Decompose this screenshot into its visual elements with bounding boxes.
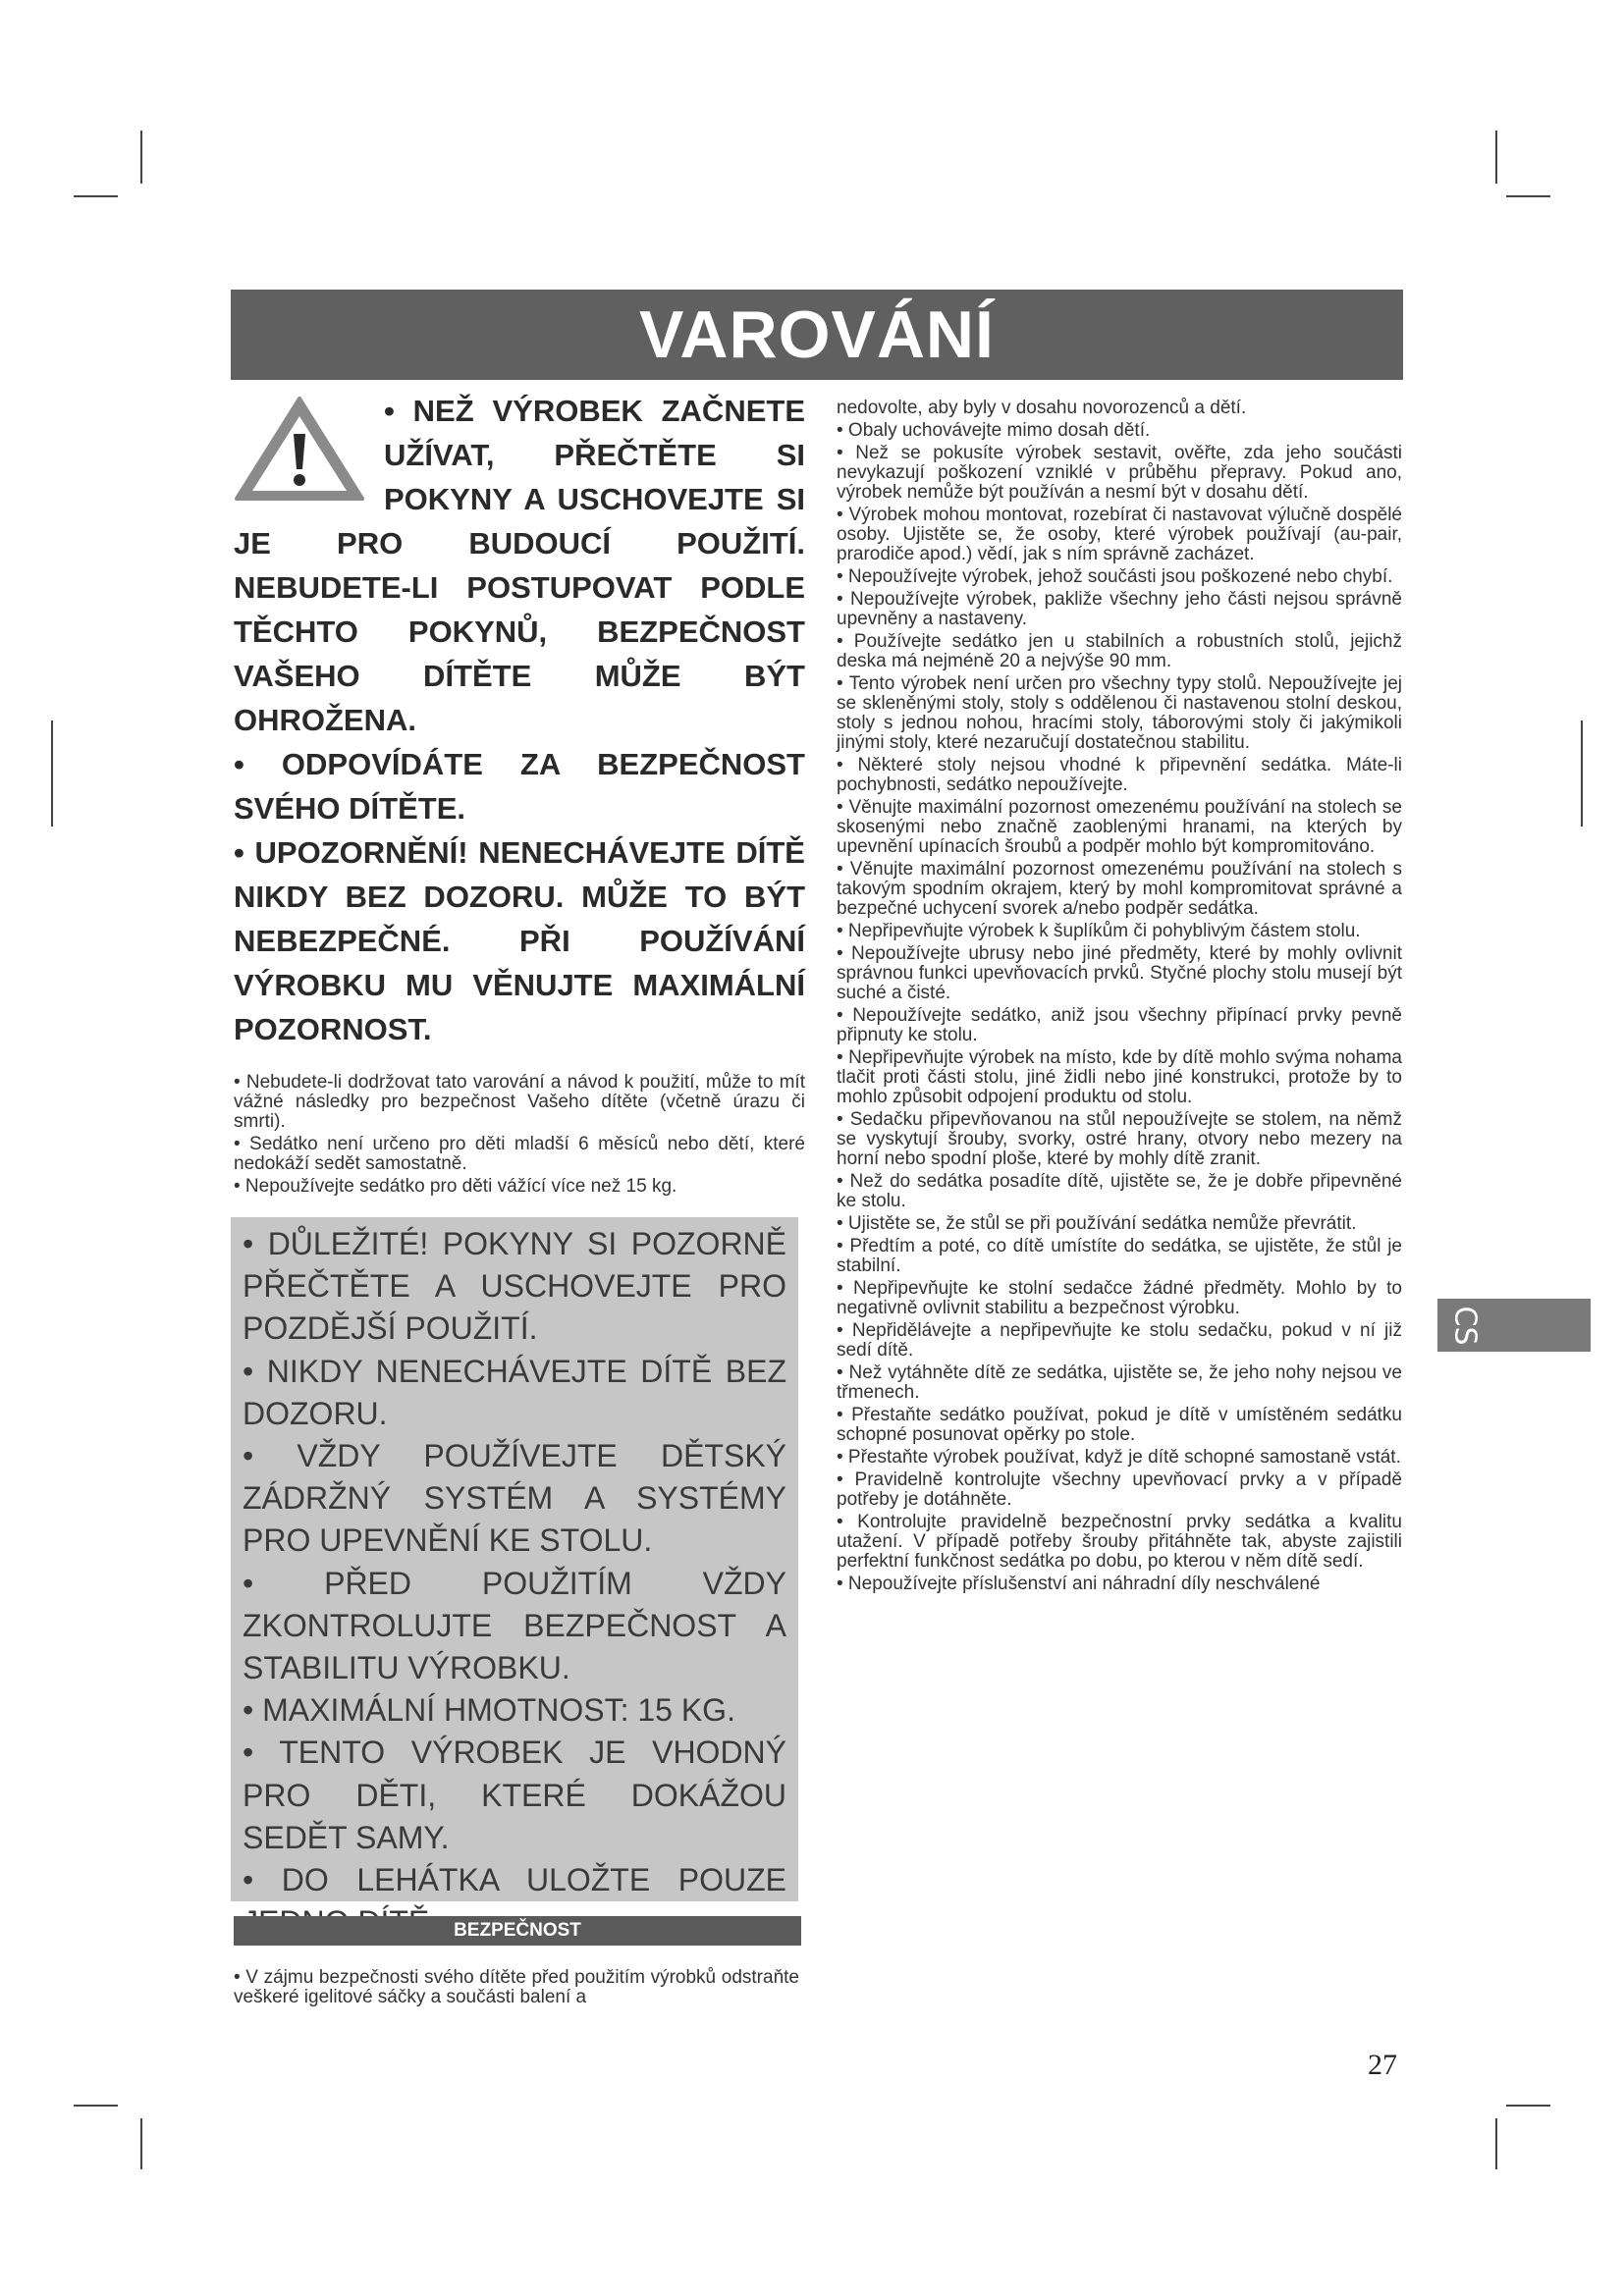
list-item: • Nepoužívejte sedátko, aniž jsou všechny připínací prvky pevně připnuty ke stolu. <box>837 1005 1402 1045</box>
intro-warnings <box>234 389 805 1051</box>
language-code: CS <box>1447 1306 1483 1345</box>
list-item: • Než do sedátka posadíte dítě, ujistěte se, že je dobře připevněné ke stolu. <box>837 1171 1402 1211</box>
crop-mark <box>1506 195 1550 197</box>
right-column <box>837 399 1402 1597</box>
list-item: • Některé stoly nejsou vhodné k připevnění sedátka. Máte-li pochybnosti, sedátko nepoužívejte. <box>837 755 1402 795</box>
list-item: • Kontrolujte pravidelně bezpečnostní prvky sedátka a kvalitu utažení. V případě potřeby šrouby přitáhněte tak, abyste zajistili perfektní funkčnost sedátka po dobu, po kterou v něm dítě sedí. <box>837 1512 1402 1572</box>
title-bar <box>231 290 1403 380</box>
list-item: • Nepoužívejte výrobek, jehož součásti jsou poškozené nebo chybí. <box>837 566 1393 587</box>
intro-third-text: • UPOZORNĚNÍ! NENECHÁVEJTE DÍTĚ NIKDY BEZ DOZORU. MŮŽE TO BÝT NEBEZPEČNÉ. PŘI POUŽÍVÁNÍ VÝROBKU MU VĚNUJTE MAXIMÁLNÍ POZORNOST. <box>234 835 805 1046</box>
list-item: • Přestaňte sedátko používat, pokud je dítě v umístěném sedátku schopné posunovat opěrky po stole. <box>837 1405 1402 1445</box>
safety-intro <box>234 1968 799 2010</box>
list-item: • Předtím a poté, co dítě umístíte do sedátka, se ujistěte, že stůl je stabilní. <box>837 1236 1402 1276</box>
crop-mark <box>51 721 53 827</box>
warning-triangle-icon <box>234 395 366 503</box>
list-item: • Sedátko není určeno pro děti mladší 6 měsíců nebo dětí, které nedokáží sedět samostatně. <box>234 1134 805 1174</box>
crop-mark <box>1506 2105 1550 2107</box>
left-small-list <box>234 1073 805 1197</box>
notice-item: • DŮLEŽITÉ! POKYNY SI POZORNĚ PŘEČTĚTE A USCHOVEJTE PRO POZDĚJŠÍ POUŽITÍ. <box>243 1226 786 1347</box>
intro-first-text: • NEŽ VÝROBEK ZAČNETE UŽÍVAT, PŘEČTĚTE SI POKYNY A USCHOVEJTE SI JE PRO BUDOUCÍ POUŽITÍ. NEBUDETE-LI POSTUPOVAT PODLE TĚCHTO POKYNŮ, BEZPEČNOST VAŠEHO DÍTĚTE MŮŽE BÝT OHROŽENA. <box>234 394 805 737</box>
crop-mark <box>1581 721 1583 827</box>
list-item: • Přestaňte výrobek používat, když je dítě schopné samostaně vstát. <box>837 1447 1401 1468</box>
list-item: nedovolte, aby byly v dosahu novorozenců a dětí. <box>837 398 1247 418</box>
list-item: • Nepřipevňujte ke stolní sedačce žádné předměty. Mohlo by to negativně ovlivnit stabilitu a bezpečnost výrobku. <box>837 1278 1402 1318</box>
notice-item: • TENTO VÝROBEK JE VHODNÝ PRO DĚTI, KTERÉ DOKÁŽOU SEDĚT SAMY. <box>243 1735 786 1855</box>
list-item: • Výrobek mohou montovat, rozebírat či nastavovat výlučně dospělé osoby. Ujistěte se, že osoby, které výrobek používají (au-pair, prarodiče apod.) vědí, jak s ním správně zacházet. <box>837 505 1402 564</box>
page-number: 27 <box>1368 2049 1397 2081</box>
list-item: • Nepoužívejte ubrusy nebo jiné předměty, které by mohly ovlivnit správnou funkci upevňovacích prvků. Styčné plochy stolu musejí být suché a čisté. <box>837 943 1402 1003</box>
intro-second-text: • ODPOVÍDÁTE ZA BEZPEČNOST SVÉHO DÍTĚTE. <box>234 747 805 826</box>
language-tab <box>1437 1299 1591 1352</box>
notice-item: • VŽDY POUŽÍVEJTE DĚTSKÝ ZÁDRŽNÝ SYSTÉM A SYSTÉMY PRO UPEVNĚNÍ KE STOLU. <box>243 1438 786 1559</box>
important-notice-box <box>231 1217 798 1901</box>
notice-item: • NIKDY NENECHÁVEJTE DÍTĚ BEZ DOZORU. <box>243 1353 786 1431</box>
list-item: • Nepřipevňujte výrobek k šuplíkům či pohyblivým částem stolu. <box>837 921 1361 941</box>
crop-mark <box>140 2118 142 2169</box>
list-item: • Věnujte maximální pozornost omezenému používání na stolech s takovým spodním okrajem, který by mohl kompromitovat správné a bezpečné uchycení svorek a/nebo podpěr sedátka. <box>837 859 1402 919</box>
notice-item: • MAXIMÁLNÍ HMOTNOST: 15 KG. <box>243 1692 735 1729</box>
crop-mark <box>1495 2118 1497 2169</box>
list-item: • Nebudete-li dodržovat tato varování a návod k použití, může to mít vážné následky pro bezpečnost Vašeho dítěte (včetně úrazu či smrti). <box>234 1072 805 1132</box>
list-item: • Než vytáhněte dítě ze sedátka, ujistěte se, že jeho nohy nejsou ve třmenech. <box>837 1362 1402 1403</box>
left-column <box>234 389 805 1200</box>
section-header-bar <box>234 1916 801 1946</box>
crop-mark <box>74 195 118 197</box>
list-item: • Nepřipevňujte výrobek na místo, kde by dítě mohlo svýma nohama tlačit proti části stolu, jiné židli nebo jiné konstrukci, protože by to mohlo způsobit odpojení produktu od stolu. <box>837 1047 1402 1107</box>
crop-mark <box>74 2105 118 2107</box>
list-item: • V zájmu bezpečnosti svého dítěte před použitím výrobků odstraňte veškeré igelitové sáčky a součásti balení a <box>234 1967 799 2007</box>
list-item: • Ujistěte se, že stůl se při používání sedátka nemůže převrátit. <box>837 1213 1357 1234</box>
intro-first-block <box>234 389 805 742</box>
list-item: • Obaly uchovávejte mimo dosah dětí. <box>837 420 1151 441</box>
list-item: • Sedačku připevňovanou na stůl nepoužívejte se stolem, na němž se vyskytují šrouby, svorky, ostré hrany, otvory nebo mezery na horní nebo spodní ploše, které by mohly dítě zranit. <box>837 1109 1402 1169</box>
list-item: • Nepoužívejte příslušenství ani náhradní díly neschválené <box>837 1574 1321 1594</box>
crop-mark <box>140 131 142 184</box>
notice-item: • PŘED POUŽITÍM VŽDY ZKONTROLUJTE BEZPEČNOST A STABILITU VÝROBKU. <box>243 1565 786 1686</box>
list-item: • Věnujte maximální pozornost omezenému používání na stolech se skosenými nebo značně zaoblenými hranami, na kterých by upevnění upínacích šroubů a podpěr mohlo být kompromitováno. <box>837 797 1402 857</box>
crop-mark <box>1495 131 1497 184</box>
list-item: • Tento výrobek není určen pro všechny typy stolů. Nepoužívejte jej se skleněnými stoly, stoly s oddělenou či nastavenou stolní deskou, stoly s jednou nohou, hracími stoly, táborovými stoly či jakýmikoli jinými stoly, které nezaručují dostatečnou stabilitu. <box>837 673 1402 753</box>
section-title: BEZPEČNOST <box>454 1920 581 1941</box>
page-title: VAROVÁNÍ <box>639 297 995 372</box>
notice-item: • DO LEHÁTKA ULOŽTE POUZE <box>243 1862 786 1898</box>
list-item: • Pravidelně kontrolujte všechny upevňovací prvky a v případě potřeby je dotáhněte. <box>837 1469 1402 1510</box>
list-item: • Nepoužívejte sedátko pro děti vážící více než 15 kg. <box>234 1176 677 1197</box>
list-item: • Než se pokusíte výrobek sestavit, ověřte, zda jeho součásti nevykazují poškození vzniklé v průběhu přepravy. Pokud ano, výrobek nemůže být používán a nesmí být v dosahu dětí. <box>837 443 1402 503</box>
list-item: • Nepřidělávejte a nepřipevňujte ke stolu sedačku, pokud v ní již sedí dítě. <box>837 1320 1402 1361</box>
list-item: • Nepoužívejte výrobek, pakliže všechny jeho části nejsou správně upevněny a nastaveny. <box>837 589 1402 629</box>
list-item: • Používejte sedátko jen u stabilních a robustních stolů, jejichž deska má nejméně 20 a nejvýše 90 mm. <box>837 631 1402 671</box>
